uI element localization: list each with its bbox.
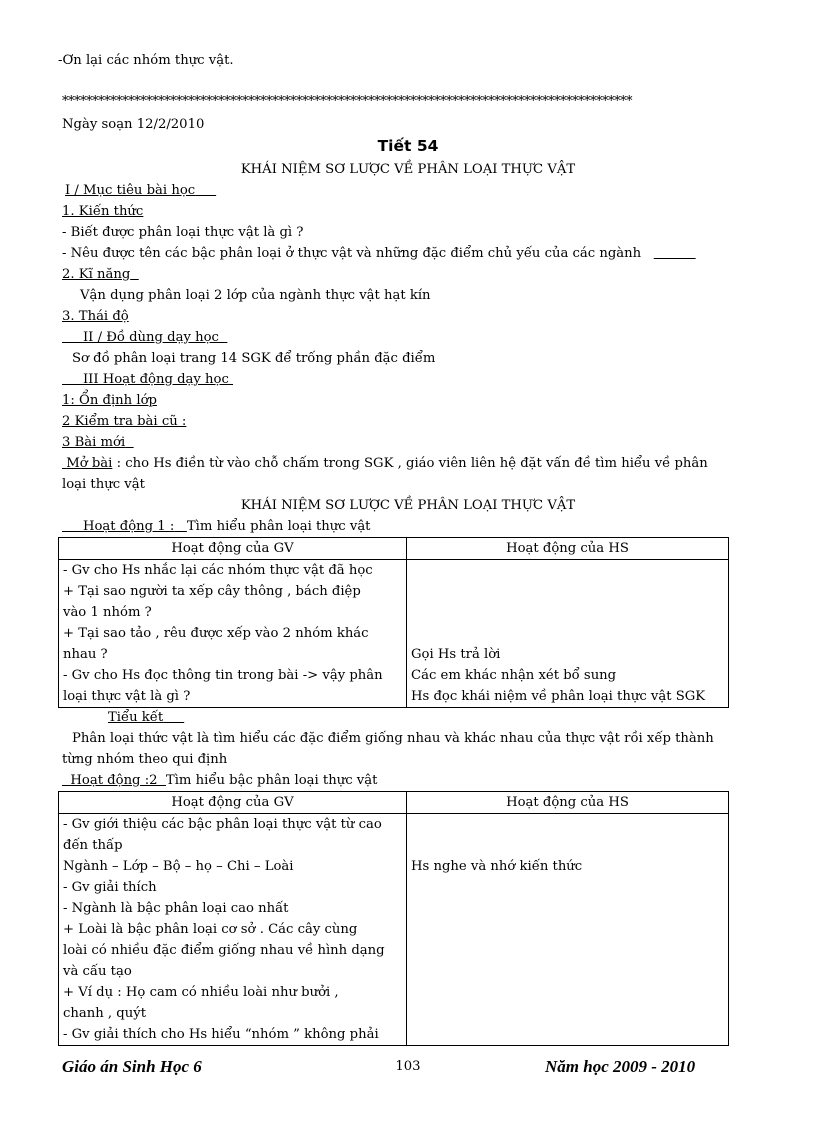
activity-1-teacher-cell [59,560,407,708]
activity-2-table [58,791,729,1046]
student-line: Hs nghe và nhớ kiến thức [411,859,583,874]
objective-knowledge-1: - Biết được phân loại thực vật là gì ? [62,225,304,240]
intro-paragraph: Mở bài : cho Hs điền từ vào chỗ chấm trong SGK , giáo viên liên hệ đặt vấn đề tìm hiểu về phân [66,456,708,471]
student-line: Các em khác nhận xét bổ sung [411,668,617,683]
preparation-date: Ngày soạn 12/2/2010 [62,117,205,132]
teacher-line: - Ngành là bậc phân loại cao nhất [63,901,289,916]
activity-2-teacher-cell [59,814,407,1046]
intro-paragraph-cont: loại thực vật [62,477,145,492]
teacher-line: Ngành – Lớp – Bộ – họ – Chi – Loài [63,859,294,874]
subsection-skills: 2. Kĩ năng [62,267,131,282]
section-materials: II / Đồ dùng dạy học [82,330,219,345]
section-objectives: I / Mục tiêu bài học [65,183,196,198]
teacher-line: + Ví dụ : Họ cam có nhiều loài như bưởi , [63,985,339,1000]
teacher-line: và cấu tạo [63,964,132,979]
section-heading-2: KHÁI NIỆM SƠ LƯỢC VỀ PHÂN LOẠI THỰC VẬT [240,498,576,513]
teacher-line: + Loài là bậc phân loại cơ sở . Các cây cùng [63,922,358,937]
previous-lesson-note: -Ơn lại các nhóm thực vật. [58,53,234,68]
teacher-line: - Gv giới thiệu các bậc phân loại thực vật từ cao [63,817,382,832]
activity-2-title: Hoạt động :2 Tìm hiểu bậc phân loại thực vật [70,773,378,788]
lesson-heading: KHÁI NIỆM SƠ LƯỢC VỀ PHÂN LOẠI THỰC VẬT [240,162,576,177]
subsection-attitude: 3. Thái độ [62,309,129,324]
column-header-gv: Hoạt động của GV [59,538,407,560]
column-header-hs: Hoạt động của HS [407,538,729,560]
teacher-line: chanh , quýt [63,1006,146,1021]
teacher-line: vào 1 nhóm ? [63,605,152,620]
objective-knowledge-2: - Nêu được tên các bậc phân loại ở thực vật và những đặc điểm chủ yếu của các ngành [62,246,642,261]
step-new-lesson: 3 Bài mới [62,435,126,450]
teacher-line: loại thực vật là gì ? [63,689,191,704]
summary-label: Tiểu kết [108,710,164,725]
step-class-order: 1: Ổn định lớp [62,393,157,408]
activity-2-student-cell [407,814,729,1046]
teacher-line: nhau ? [63,647,108,662]
teacher-line: - Gv giải thích cho Hs hiểu “nhóm ” không phải [63,1027,379,1042]
footer-school-year: Năm học 2009 - 2010 [545,1057,696,1076]
column-header-hs: Hoạt động của HS [407,792,729,814]
student-line: Gọi Hs trả lời [411,647,501,662]
teacher-line: + Tại sao người ta xếp cây thông , bách điệp [63,584,361,599]
objective-skill: Vận dụng phân loại 2 lớp của ngành thực vật hạt kín [80,288,431,303]
teacher-line: - Gv giải thích [63,880,157,895]
teacher-line: đến thấp [63,838,123,853]
teacher-line: + Tại sao tảo , rêu được xếp vào 2 nhóm khác [63,626,369,641]
activity-1-table [58,537,729,708]
activity-1-title: Hoạt động 1 : Tìm hiểu phân loại thực vật [82,519,371,534]
footer-course: Giáo án Sinh Học 6 [62,1057,202,1076]
materials-text: Sơ đồ phân loại trang 14 SGK để trống phần đặc điểm [72,351,436,366]
subsection-knowledge: 1. Kiến thức [62,204,144,219]
teacher-line: loài có nhiều đặc điểm giống nhau về hình dạng [63,943,385,958]
separator-line: *********************************************************************************************** [62,94,632,109]
teacher-line: - Gv cho Hs đọc thông tin trong bài -> vậy phân [63,668,383,683]
section-activities: III Hoạt động dạy học [82,372,229,387]
column-header-gv: Hoạt động của GV [59,792,407,814]
summary-text-cont: từng nhóm theo qui định [62,752,228,767]
teacher-line: - Gv cho Hs nhắc lại các nhóm thực vật đã học [63,563,373,578]
step-review: 2 Kiểm tra bài cũ : [62,414,187,429]
summary-text: Phân loại thức vật là tìm hiểu các đặc điểm giống nhau và khác nhau của thực vật rồi xếp thành [72,731,714,746]
page-number: 103 [395,1059,421,1074]
student-line: Hs đọc khái niệm về phân loại thực vật SGK [411,689,706,704]
lesson-title: Tiết 54 [377,137,439,155]
activity-1-student-cell [407,560,729,708]
